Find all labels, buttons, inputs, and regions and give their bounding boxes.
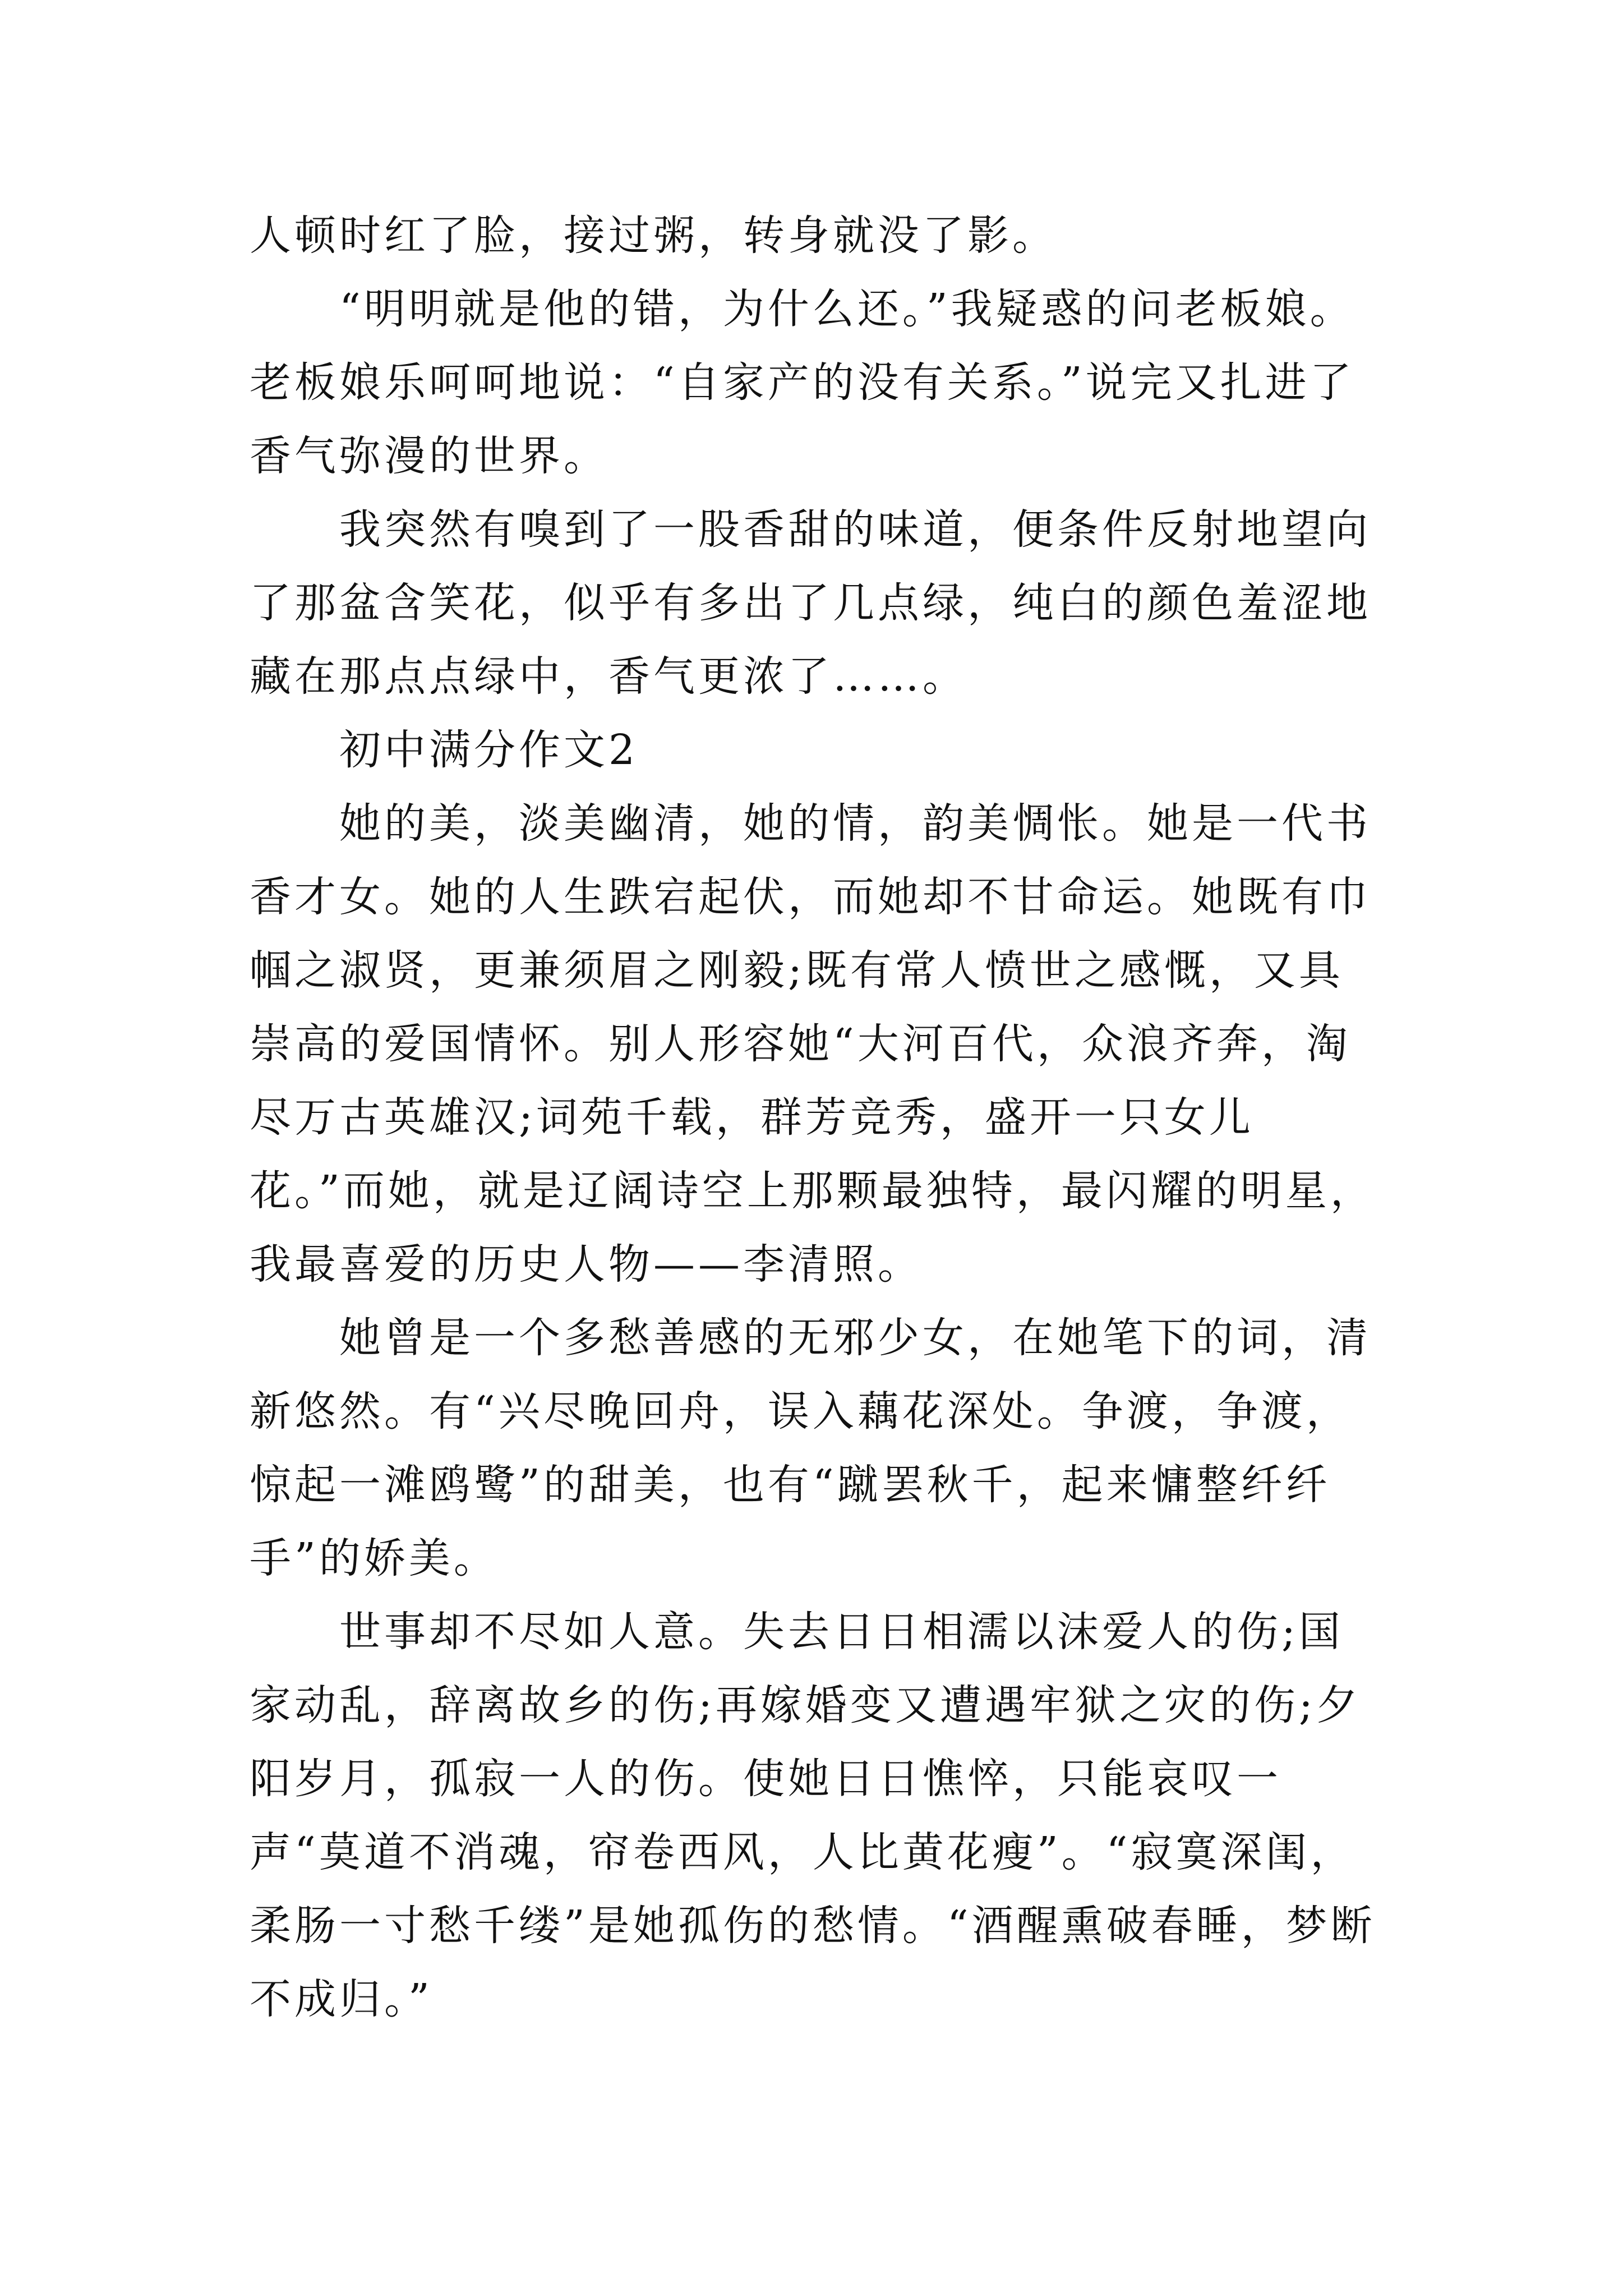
paragraph: 她曾是一个多愁善感的无邪少女，在她笔下的词，清新悠然。有“兴尽晚回舟，误入藕花深处。争渡，争渡，惊起一滩鸥鹭”的甜美，也有“蹴罢秋千，起来慵整纤纤手”的娇美。: [250, 1314, 1371, 1582]
paragraph: “明明就是他的错，为什么还。”我疑惑的问老板娘。老板娘乐呵呵地说：“自家产的没有关系。”说完又扎进了香气弥漫的世界。: [250, 285, 1355, 480]
section-heading: 初中满分作文2: [339, 726, 639, 774]
paragraph: 她的美，淡美幽清，她的情，韵美惆怅。她是一代书香才女。她的人生跌宕起伏，而她却不甘命运。她既有巾帼之淑贤，更兼须眉之刚毅;既有常人愤世之感慨，又具崇高的爱国情怀。别人形容她“大河百代，众浪齐奔，淘尽万古英雄汉;词苑千载，群芳竞秀，盛开一只女儿花。”而她，就是辽阔诗空上那颗最独特，最闪耀的明星，我最喜爱的历史人物——李清照。: [250, 799, 1375, 1289]
document-body: [250, 199, 1388, 2036]
paragraph: 我突然有嗅到了一股香甜的味道，便条件反射地望向了那盆含笑花，似乎有多出了几点绿，纯白的颜色羞涩地藏在那点点绿中，香气更浓了……。: [250, 505, 1371, 701]
paragraph-continuation: 人顿时红了脸，接过粥，转身就没了影。: [250, 211, 1057, 260]
paragraph: 世事却不尽如人意。失去日日相濡以沫爱人的伤;国家动乱，辞离故乡的伤;再嫁婚变又遭遇牢狱之灾的伤;夕阳岁月，孤寂一人的伤。使她日日憔悴，只能哀叹一声“莫道不消魂，帘卷西风，人比黄花瘦”。“寂寞深闺，柔肠一寸愁千缕”是她孤伤的愁情。“酒醒熏破春睡，梦断不成归。”: [250, 1608, 1376, 2023]
